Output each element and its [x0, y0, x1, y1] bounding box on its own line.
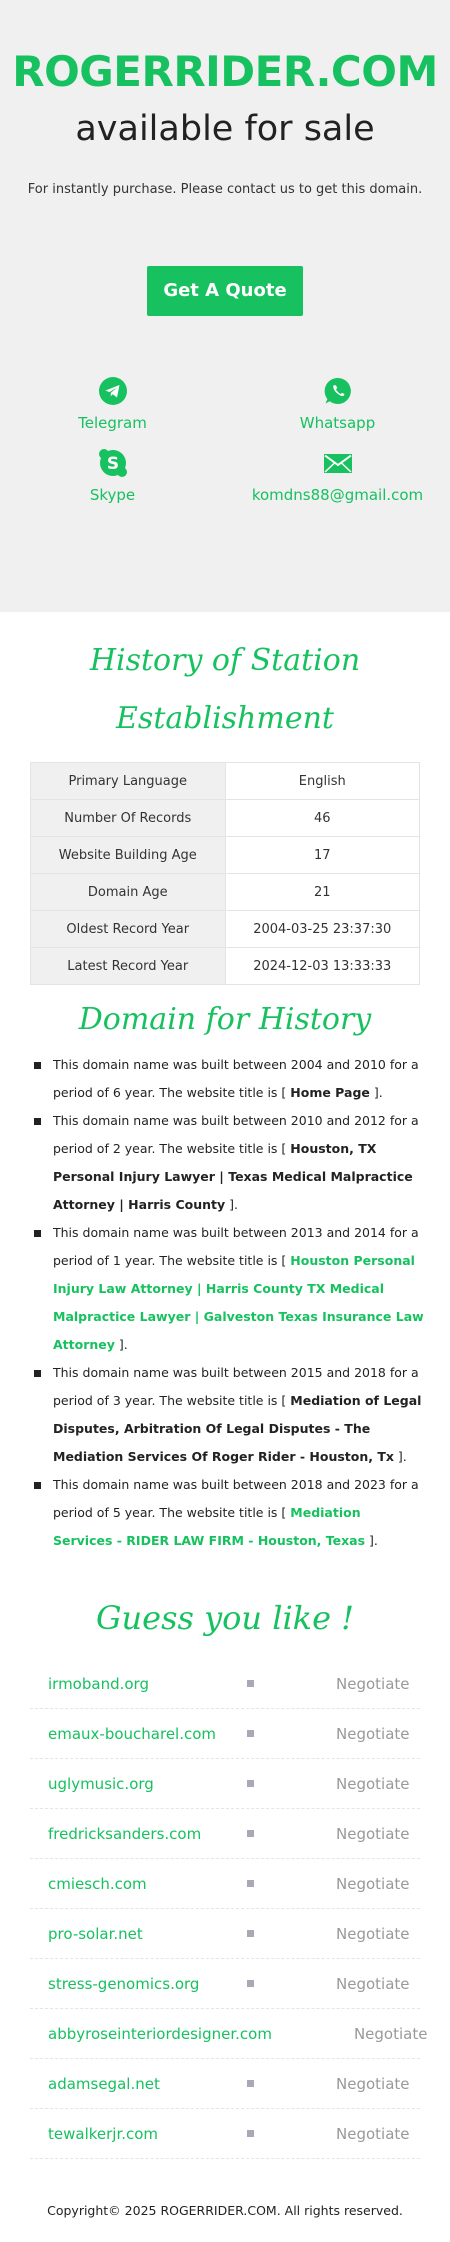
guess-row [30, 1809, 420, 1859]
guess-domain-link[interactable]: irmoband.org [48, 1674, 149, 1693]
contact-label: Whatsapp [299, 414, 376, 432]
guess-domain-link[interactable]: uglymusic.org [48, 1774, 154, 1793]
guess-price: Negotiate [336, 1974, 410, 1993]
svg-text:S: S [106, 454, 119, 474]
instant-purchase-text: For instantly purchase. Please contact us to get this domain. [27, 182, 423, 197]
history-item [53, 1471, 424, 1555]
bullet-icon [247, 1780, 254, 1787]
info-value: 46 [225, 800, 420, 837]
skype-icon [98, 448, 128, 478]
guess-price: Negotiate [336, 1924, 410, 1943]
info-row [31, 911, 420, 948]
contact-skype[interactable] [0, 448, 225, 504]
guess-domain-link[interactable]: tewalkerjr.com [48, 2124, 159, 2143]
history-text-end: ]. [393, 1449, 407, 1464]
history-text-end: ]. [225, 1197, 238, 1212]
guess-price: Negotiate [336, 1874, 410, 1893]
info-row [31, 948, 420, 985]
contact-email[interactable] [225, 448, 450, 504]
whatsapp-icon [323, 376, 353, 406]
guess-price: Negotiate [353, 2024, 428, 2043]
history-text-end: ]. [369, 1085, 383, 1100]
history-site-title[interactable]: Houston Personal Injury Law Attorney | Harris County TX Medical Malpractice Lawyer | Galveston Texas Insurance Law Attorney [53, 1253, 424, 1352]
guess-row [30, 2109, 420, 2159]
history-item [53, 1051, 424, 1107]
bullet-icon [247, 1680, 254, 1687]
info-row [31, 800, 420, 837]
guess-price: Negotiate [336, 2124, 410, 2143]
guess-domain-link[interactable]: adamsegal.net [48, 2074, 160, 2093]
info-key: Oldest Record Year [31, 911, 226, 948]
guess-price: Negotiate [336, 1724, 410, 1743]
history-site-title: Houston, TX Personal Injury Lawyer | Texas Medical Malpractice Attorney | Harris County [53, 1141, 413, 1212]
history-site-title[interactable]: Mediation Services - RIDER LAW FIRM - Houston, Texas [53, 1505, 366, 1548]
guess-domain-link[interactable]: pro-solar.net [48, 1924, 143, 1943]
info-value: 2024-12-03 13:33:33 [225, 948, 420, 985]
history-item [53, 1359, 424, 1471]
history-text-end: ]. [365, 1533, 378, 1548]
guess-price: Negotiate [336, 1774, 410, 1793]
guess-price: Negotiate [336, 1674, 410, 1693]
get-a-quote-button[interactable]: Get A Quote [147, 266, 303, 316]
info-row [31, 837, 420, 874]
guess-row [30, 1959, 420, 2009]
bullet-icon [247, 1980, 254, 1987]
guess-row [30, 1759, 420, 1809]
guess-price: Negotiate [336, 1824, 410, 1843]
guess-title: Guess you like ! [95, 1599, 355, 1637]
history-text-end: ]. [114, 1337, 128, 1352]
history-text: This domain name was built between 2004 and 2010 for a period of 6 year. The website title is [ [53, 1057, 419, 1100]
info-value: 17 [225, 837, 420, 874]
info-value: 2004-03-25 23:37:30 [225, 911, 420, 948]
guess-list [30, 1659, 428, 2159]
info-row [31, 874, 420, 911]
info-key: Domain Age [31, 874, 226, 911]
contact-label: Skype [89, 486, 136, 504]
info-value: English [225, 763, 420, 800]
guess-row [30, 1709, 420, 1759]
history-item [53, 1219, 424, 1359]
hero-section [0, 0, 450, 612]
bullet-icon [247, 1930, 254, 1937]
contact-whatsapp[interactable] [225, 376, 450, 432]
guess-domain-link[interactable]: cmiesch.com [48, 1874, 147, 1893]
footer-copyright: Copyright© 2025 ROGERRIDER.COM. All rights reserved. [47, 2203, 403, 2218]
guess-row [30, 2059, 420, 2109]
history-item [53, 1107, 424, 1219]
domain-info-table [30, 762, 420, 985]
bullet-icon [247, 1830, 254, 1837]
bullet-icon [247, 1730, 254, 1737]
domain-name: ROGERRIDER.COM [12, 47, 438, 96]
domain-history-list [0, 1051, 450, 1555]
guess-row [30, 1859, 420, 1909]
guess-row [30, 1659, 420, 1709]
info-row [31, 763, 420, 800]
info-key: Number Of Records [31, 800, 226, 837]
sale-subtitle: available for sale [75, 109, 375, 149]
guess-price: Negotiate [336, 2074, 410, 2093]
contact-label: komdns88@gmail.com [251, 486, 424, 504]
guess-row [30, 2009, 428, 2059]
guess-domain-link[interactable]: fredricksanders.com [48, 1824, 202, 1843]
history-text: This domain name was built between 2013 and 2014 for a period of 1 year. The website title is [ [53, 1225, 419, 1268]
domain-history-title: Domain for History [78, 1002, 372, 1037]
guess-domain-link[interactable]: stress-genomics.org [48, 1974, 200, 1993]
bullet-icon [247, 2130, 254, 2137]
contact-grid [0, 376, 450, 504]
history-text: This domain name was built between 2010 and 2012 for a period of 2 year. The website title is [ [53, 1113, 419, 1156]
history-title: History of Station Establishment [89, 643, 361, 736]
telegram-icon [98, 376, 128, 406]
history-text: This domain name was built between 2018 and 2023 for a period of 5 year. The website title is [ [53, 1477, 419, 1520]
guess-row [30, 1909, 420, 1959]
bullet-icon [247, 1880, 254, 1887]
contact-label: Telegram [78, 414, 147, 432]
history-site-title: Mediation of Legal Disputes, Arbitration Of Legal Disputes - The Mediation Services Of Roger Rider - Houston, Tx [53, 1393, 422, 1464]
history-text: This domain name was built between 2015 and 2018 for a period of 3 year. The website title is [ [53, 1365, 419, 1408]
info-key: Latest Record Year [31, 948, 226, 985]
info-key: Website Building Age [31, 837, 226, 874]
contact-telegram[interactable] [0, 376, 225, 432]
guess-domain-link[interactable]: emaux-boucharel.com [48, 1724, 217, 1743]
bullet-icon [247, 2080, 254, 2087]
email-icon [323, 448, 353, 478]
info-key: Primary Language [31, 763, 226, 800]
history-site-title: Home Page [290, 1085, 370, 1100]
guess-domain-link[interactable]: abbyroseinteriordesigner.com [48, 2024, 272, 2043]
info-value: 21 [225, 874, 420, 911]
